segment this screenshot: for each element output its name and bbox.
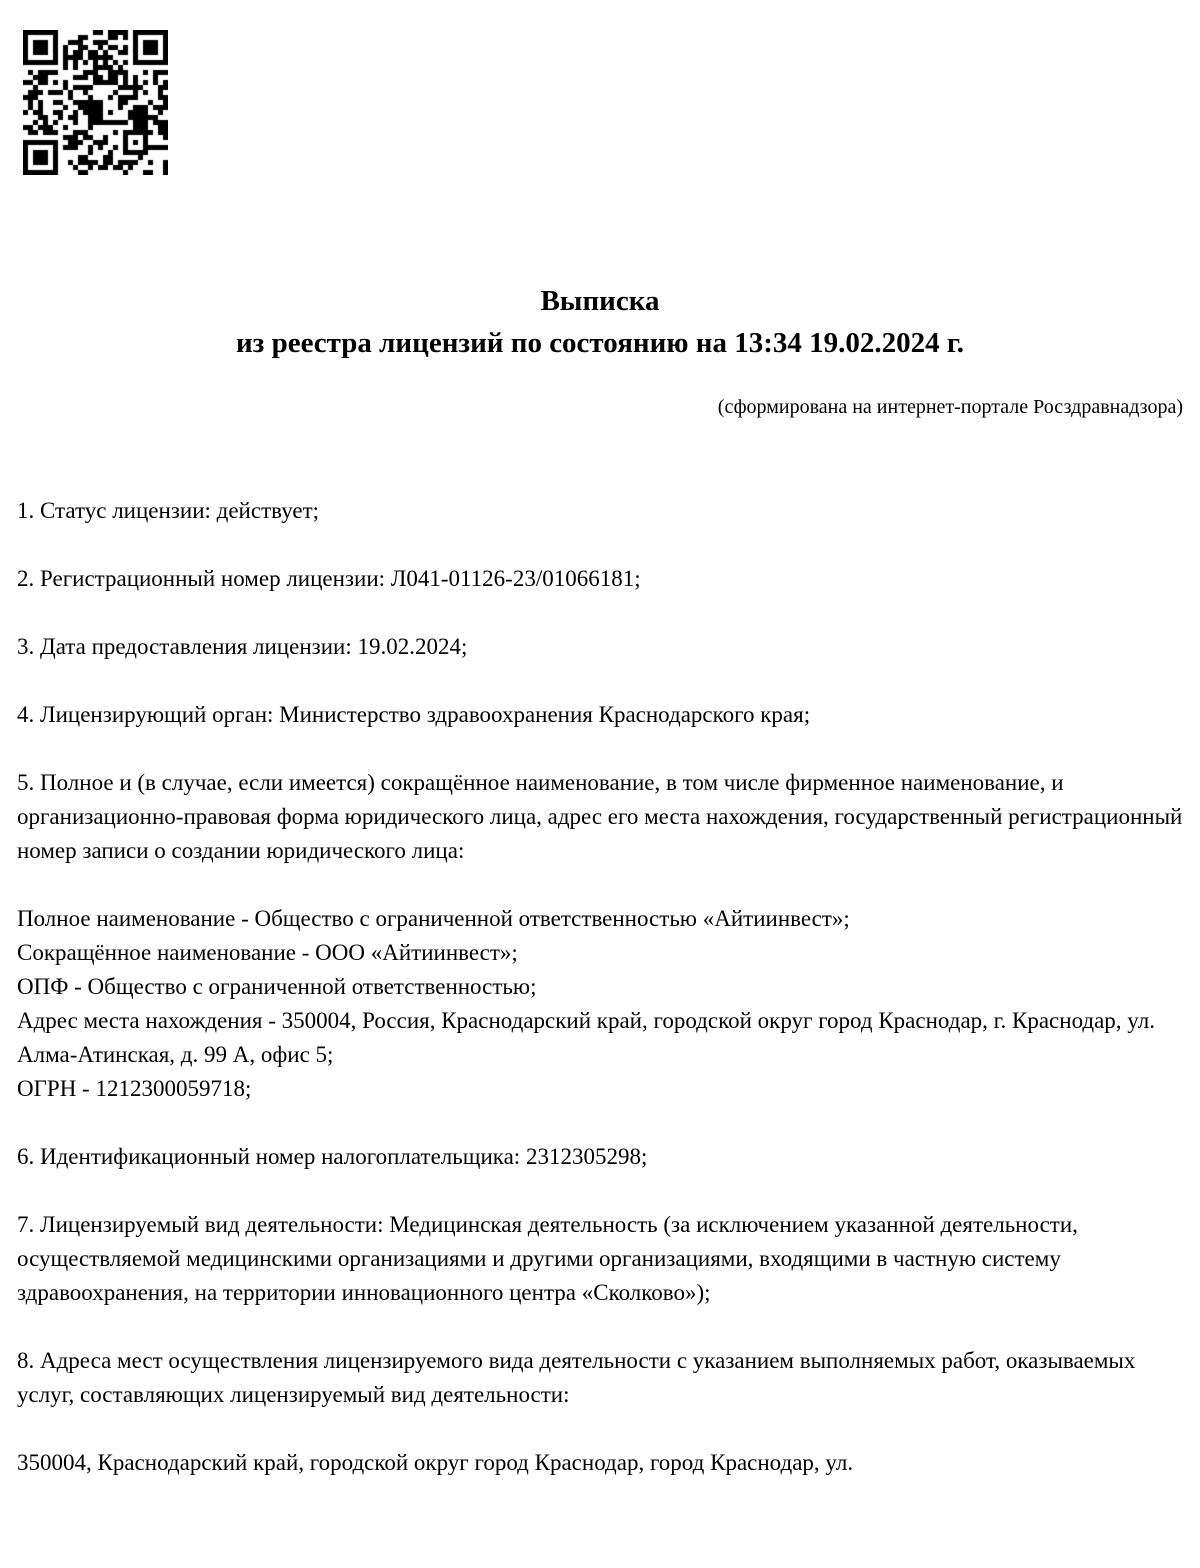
paragraph-activity-address: 350004, Краснодарский край, городской округ город Краснодар, город Краснодар, ул. <box>17 1450 854 1475</box>
paragraph-licensing-authority: 4. Лицензирующий орган: Министерство здравоохранения Краснодарского края; <box>17 702 811 727</box>
qr-code-icon <box>23 30 168 175</box>
paragraph-licensed-activity: 7. Лицензируемый вид деятельности: Медицинская деятельность (за исключением указанной деятельности, осуществляемой медицинскими организациями и другими организациями, входящими в частную систему здравоохранения, на территории инновационного центра «Сколково»); <box>17 1212 1078 1305</box>
org-short-name: Сокращённое наименование - ООО «Айтиинвест»; <box>17 940 518 965</box>
document-body <box>0 494 1200 1480</box>
paragraph-license-reg-number: 2. Регистрационный номер лицензии: Л041-01126-23/01066181; <box>17 566 641 591</box>
org-full-name: Полное наименование - Общество с ограниченной ответственностью «Айтиинвест»; <box>17 906 850 931</box>
org-details-block <box>17 902 1183 1106</box>
document-subtitle: (сформирована на интернет-портале Росздравнадзора) <box>717 396 1183 418</box>
org-address: Адрес места нахождения - 350004, Россия, Краснодарский край, городской округ город Краснодар, г. Краснодар, ул. Алма-Атинская, д. 99 А, офис 5; <box>17 1008 1156 1067</box>
org-opf: ОПФ - Общество с ограниченной ответственностью; <box>17 974 537 999</box>
document-title <box>0 0 1200 364</box>
paragraph-license-grant-date: 3. Дата предоставления лицензии: 19.02.2024; <box>17 634 468 659</box>
org-ogrn: ОГРН - 1212300059718; <box>17 1076 252 1101</box>
paragraph-taxpayer-inn: 6. Идентификационный номер налогоплательщика: 2312305298; <box>17 1144 648 1169</box>
paragraph-license-status: 1. Статус лицензии: действует; <box>17 498 320 523</box>
paragraph-org-section-heading: 5. Полное и (в случае, если имеется) сокращённое наименование, в том числе фирменное наименование, и организационно-правовая форма юридического лица, адрес его места нахождения, государственный регистрационный номер записи о создании юридического лица: <box>17 770 1183 863</box>
document-title-line1: Выписка <box>540 285 660 317</box>
paragraph-activity-addresses-heading: 8. Адреса мест осуществления лицензируемого вида деятельности с указанием выполняемых работ, оказываемых услуг, составляющих лицензируемый вид деятельности: <box>17 1348 1136 1407</box>
document-title-line2: из реестра лицензий по состоянию на 13:34 19.02.2024 г. <box>235 327 965 359</box>
